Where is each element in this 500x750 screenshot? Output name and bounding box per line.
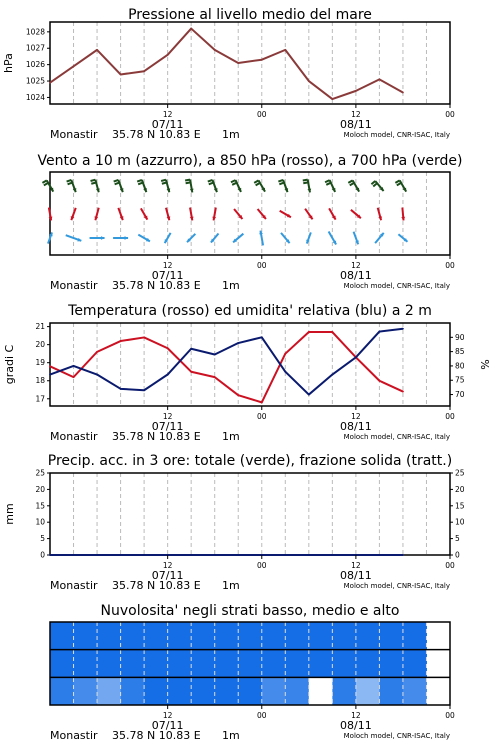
humidity-series-point [355, 356, 357, 358]
wind-barb [42, 180, 46, 183]
cloud-cell [403, 650, 427, 678]
wind-barb [137, 180, 142, 182]
y-tick-label-right: 70 [455, 390, 465, 400]
station-name: Monastir [50, 579, 98, 592]
cloud-cell [285, 622, 309, 650]
cloud-cell [379, 677, 403, 705]
x-tick-label: 12 [351, 561, 361, 570]
humidity-series-point [402, 328, 404, 330]
wind-barb [350, 183, 354, 186]
panel-title: Vento a 10 m (azzurro), a 850 hPa (rosso), a 700 hPa (verde) [37, 153, 463, 169]
panel-title: Nuvolosita' negli strati basso, medio e alto [100, 603, 400, 619]
humidity-series-point [190, 348, 192, 350]
y-tick-label: 25 [35, 468, 45, 478]
date-label: 08/11 [340, 719, 372, 732]
y-tick-label-right: 85 [455, 347, 465, 357]
cloud-cell [238, 622, 262, 650]
wind-barb [325, 180, 330, 182]
pressure-series-point [402, 92, 404, 94]
date-label: 07/11 [151, 118, 184, 131]
wind-barb [371, 181, 375, 184]
x-tick-label: 12 [351, 110, 361, 119]
wind-barb [161, 180, 166, 181]
wind-barb [279, 183, 284, 185]
wind-barb [138, 183, 143, 185]
x-tick-label: 12 [351, 261, 361, 270]
wind-arrow [165, 233, 171, 243]
x-tick-label: 12 [162, 561, 173, 570]
x-axis-panel-3 [50, 406, 455, 443]
cloud-cell [309, 650, 333, 678]
precip-series-point [331, 554, 333, 556]
wind-10-m-arrows [48, 231, 407, 246]
cloud-cell [309, 622, 333, 650]
y-tick-label: 5 [40, 534, 45, 544]
wind-barb [348, 180, 352, 183]
wind-barb [256, 183, 260, 186]
x-tick-label: 12 [351, 412, 361, 421]
pressure-series-point [49, 82, 51, 84]
humidity-series-point [143, 389, 145, 391]
x-axis-panel-1 [50, 104, 455, 141]
wind-barb [185, 180, 190, 181]
temperature-series-point [379, 380, 381, 382]
y-tick-label-right: 80 [455, 361, 465, 371]
precip-series-point [190, 554, 192, 556]
cloud-cell [356, 650, 380, 678]
temperature-series-point [331, 331, 333, 333]
wind-arrow [190, 208, 194, 221]
y-axis-label-right: % [479, 359, 492, 370]
station-elevation: 1m [222, 430, 240, 443]
precip-series-point [143, 554, 145, 556]
x-axis-panel-2 [50, 255, 455, 292]
cloud-cell [168, 677, 192, 705]
precip-series [49, 554, 404, 556]
panel-title: Temperatura (rosso) ed umidita' relativa (blu) a 2 m [68, 303, 432, 319]
temperature-series-point [261, 401, 263, 403]
station-coords: 35.78 N 10.83 E [112, 279, 201, 292]
panel-2-frame [50, 172, 450, 255]
pressure-series-point [237, 62, 239, 64]
wind-barb [254, 180, 258, 183]
precip-series-point [284, 554, 286, 556]
cloud-cell [144, 622, 168, 650]
model-credit: Moloch model, CNR-ISAC, Italy [343, 433, 450, 441]
date-label: 07/11 [151, 420, 184, 433]
model-credit: Moloch model, CNR-ISAC, Italy [343, 131, 450, 139]
cloud-cell [379, 622, 403, 650]
temperature-series-point [402, 391, 404, 393]
panel-title: Pressione al livello medio del mare [128, 7, 372, 23]
y-tick-label: 0 [40, 550, 45, 560]
plot-frame [50, 473, 450, 555]
pressure-series-point [167, 54, 169, 56]
wind-arrow [233, 234, 243, 243]
wind-barb [232, 183, 237, 185]
pressure-series-point [96, 49, 98, 51]
wind-barb [68, 183, 73, 185]
x-tick-label: 12 [162, 261, 173, 270]
pressure-series-point [308, 80, 310, 82]
wind-arrow [231, 180, 241, 192]
humidity-series-point [96, 374, 98, 376]
wind-arrow [306, 232, 311, 243]
panel-3-frame [50, 323, 450, 406]
cloud-cell [191, 622, 215, 650]
x-tick-label: 00 [445, 561, 455, 570]
station-elevation: 1m [222, 128, 240, 141]
temperature-series-line [50, 332, 403, 402]
humidity-series-point [237, 342, 239, 344]
wind-arrow [259, 231, 263, 246]
y-tick-label: 10 [35, 517, 45, 527]
x-tick-label: 00 [445, 261, 455, 270]
y-tick-label: 1024 [25, 92, 45, 102]
cloud-cell [332, 677, 356, 705]
x-axis-panel-5 [50, 705, 455, 742]
humidity-series-point [167, 374, 169, 376]
humidity-series-point [284, 371, 286, 373]
temperature-series [49, 331, 404, 403]
date-label: 07/11 [151, 269, 184, 282]
wind-arrow [303, 180, 311, 193]
cloud-cell [215, 677, 239, 705]
humidity-series-point [379, 331, 381, 333]
cloud-cell [50, 650, 74, 678]
model-credit: Moloch model, CNR-ISAC, Italy [343, 732, 450, 740]
humidity-series-point [261, 336, 263, 338]
wind-arrow [371, 181, 383, 191]
y-tick-label: 18 [35, 376, 45, 386]
wind-arrow [212, 208, 216, 221]
station-elevation: 1m [222, 579, 240, 592]
temperature-series-point [167, 347, 169, 349]
cloud-cell [121, 650, 145, 678]
wind-barb [186, 182, 191, 183]
cloud-cell [332, 622, 356, 650]
precip-series-point [49, 554, 51, 556]
x-tick-label: 00 [256, 261, 267, 270]
wind-barb [208, 180, 213, 182]
x-tick-label: 12 [162, 711, 173, 720]
y-tick-label: 19 [35, 358, 45, 368]
temperature-series-point [73, 376, 75, 378]
temperature-series-point [120, 340, 122, 342]
humidity-series-point [214, 354, 216, 356]
wind-arrow [114, 180, 124, 192]
precip-series-point [73, 554, 75, 556]
plot-frame [50, 172, 450, 255]
y-tick-label: 1026 [25, 60, 45, 70]
precip-series-point [237, 554, 239, 556]
y-tick-label-right: 10 [455, 517, 465, 527]
cloud-cell [262, 650, 286, 678]
date-label: 08/11 [340, 118, 372, 131]
wind-barb [326, 183, 331, 185]
cloud-cell [97, 622, 121, 650]
temperature-series-point [49, 365, 51, 367]
cloud-cell [144, 677, 168, 705]
wind-barb [114, 180, 119, 182]
wind-arrow [137, 180, 147, 192]
station-coords: 35.78 N 10.83 E [112, 729, 201, 742]
wind-arrow [395, 180, 406, 191]
y-tick-label-right: 15 [455, 501, 465, 511]
wind-arrow [278, 180, 288, 192]
y-tick-label-right: 25 [455, 468, 465, 478]
pressure-series-line [50, 29, 403, 100]
wind-arrow [325, 180, 335, 192]
pressure-series-point [284, 49, 286, 51]
date-label: 08/11 [340, 420, 372, 433]
date-label: 07/11 [151, 719, 184, 732]
cloud-cell [50, 622, 74, 650]
station-name: Monastir [50, 729, 98, 742]
wind-head [401, 217, 405, 221]
temperature-series-point [284, 353, 286, 355]
x-tick-label: 12 [351, 711, 361, 720]
station-name: Monastir [50, 128, 98, 141]
cloud-cell [309, 677, 333, 705]
panel-4-frame [50, 473, 450, 555]
temperature-series-point [143, 337, 145, 339]
y-tick-label-right: 0 [455, 550, 460, 560]
wind-arrow [281, 233, 290, 243]
wind-arrow [185, 180, 193, 193]
cloud-cell [168, 650, 192, 678]
y-axis-label: mm [3, 503, 16, 525]
wind-arrow [401, 208, 405, 221]
wind-arrow [348, 180, 359, 191]
wind-head [101, 236, 105, 240]
precip-series-point [379, 554, 381, 556]
pressure-series [49, 28, 404, 100]
wind-arrow [42, 180, 53, 191]
cloud-cell [356, 622, 380, 650]
x-tick-label: 00 [256, 561, 267, 570]
x-tick-label: 00 [256, 711, 267, 720]
pressure-series-point [379, 79, 381, 81]
cloud-cell [285, 650, 309, 678]
cloud-cell [74, 650, 98, 678]
panel-title: Precip. acc. in 3 ore: totale (verde), frazione solida (tratt.) [47, 453, 453, 469]
cloud-cell [332, 650, 356, 678]
y-tick-label-right: 90 [455, 332, 465, 342]
wind-arrow [91, 180, 100, 193]
cloud-cell [262, 677, 286, 705]
y-tick-label-right: 75 [455, 375, 465, 385]
station-coords: 35.78 N 10.83 E [112, 128, 201, 141]
wind-barb [373, 183, 377, 186]
pressure-series-point [261, 59, 263, 61]
humidity-series-line [50, 329, 403, 395]
y-tick-label: 15 [35, 501, 45, 511]
model-credit: Moloch model, CNR-ISAC, Italy [343, 582, 450, 590]
humidity-series-point [331, 374, 333, 376]
wind-barb [67, 180, 72, 182]
temperature-series-point [214, 376, 216, 378]
x-tick-label: 00 [445, 110, 455, 119]
station-coords: 35.78 N 10.83 E [112, 430, 201, 443]
station-coords: 35.78 N 10.83 E [112, 579, 201, 592]
pressure-series-point [73, 65, 75, 67]
cloud-cell [403, 622, 427, 650]
wind-barb [303, 180, 308, 181]
cloud-cell [168, 622, 192, 650]
pressure-series-point [190, 28, 192, 30]
y-tick-label: 1027 [25, 43, 45, 53]
cloud-cell [262, 622, 286, 650]
precip-series-point [214, 554, 216, 556]
pressure-series-point [120, 74, 122, 76]
cloud-cell [74, 622, 98, 650]
temperature-series-point [308, 331, 310, 333]
plot-frame [50, 323, 450, 406]
wind-arrow [375, 233, 384, 243]
wind-barb [303, 182, 308, 183]
station-name: Monastir [50, 430, 98, 443]
cloud-cell [215, 650, 239, 678]
precip-series-point [308, 554, 310, 556]
wind-barb [162, 182, 167, 183]
wind-barb [395, 180, 399, 183]
y-tick-label: 1025 [25, 76, 45, 86]
cloud-cell [191, 650, 215, 678]
date-label: 08/11 [340, 569, 372, 582]
precip-series-point [402, 554, 404, 556]
temperature-series-point [190, 371, 192, 373]
wind-arrow [161, 180, 170, 193]
wind-barb [91, 180, 96, 181]
y-tick-label: 1028 [25, 27, 45, 37]
y-tick-label: 20 [35, 340, 45, 350]
pressure-series-point [214, 49, 216, 51]
wind-barb [91, 182, 96, 183]
temperature-series-point [237, 394, 239, 396]
cloud-cell [238, 677, 262, 705]
wind-850-hPa-arrows [49, 208, 405, 221]
y-tick-label: 17 [35, 394, 45, 404]
temperature-series-point [96, 351, 98, 353]
pressure-series-point [331, 98, 333, 100]
humidity-series-point [73, 365, 75, 367]
wind-barb [209, 183, 214, 185]
x-axis-panel-4 [50, 555, 455, 592]
cloud-cell [144, 650, 168, 678]
y-axis-label: hPa [2, 53, 15, 73]
x-tick-label: 12 [162, 110, 173, 119]
wind-barb [397, 183, 401, 186]
y-tick-label: 20 [35, 484, 45, 494]
precip-series-point [96, 554, 98, 556]
cloud-cell [97, 650, 121, 678]
wind-arrow [254, 180, 265, 191]
y-tick-label-right: 5 [455, 534, 460, 544]
cloud-cell [356, 677, 380, 705]
y-tick-label-right: 20 [455, 484, 465, 494]
cloud-cell [74, 677, 98, 705]
wind-arrow [354, 232, 359, 245]
wind-arrow [208, 180, 218, 192]
cloud-cell [50, 677, 74, 705]
wind-barb [278, 180, 283, 182]
station-elevation: 1m [222, 729, 240, 742]
cloud-cell [97, 677, 121, 705]
wind-arrow [211, 233, 219, 242]
date-label: 08/11 [340, 269, 372, 282]
cloud-cell [121, 677, 145, 705]
cloud-cell [238, 650, 262, 678]
y-tick-label: 21 [35, 322, 45, 332]
pressure-series-point [355, 90, 357, 92]
cloud-cell [285, 677, 309, 705]
x-tick-label: 00 [256, 412, 267, 421]
date-label: 07/11 [151, 569, 184, 582]
cloud-cell [379, 650, 403, 678]
wind-head [125, 236, 129, 240]
x-tick-label: 00 [445, 711, 455, 720]
station-name: Monastir [50, 279, 98, 292]
wind-barb [44, 183, 48, 186]
precip-series-point [120, 554, 122, 556]
cloud-cell [191, 677, 215, 705]
cloud-cell [121, 622, 145, 650]
x-tick-label: 00 [445, 412, 455, 421]
pressure-series-point [143, 70, 145, 72]
y-axis-label: gradi C [3, 344, 16, 385]
wind-arrow [67, 180, 77, 192]
wind-barb [115, 183, 120, 185]
humidity-series-point [120, 388, 122, 390]
x-tick-label: 12 [162, 412, 173, 421]
wind-barb [231, 180, 236, 182]
station-elevation: 1m [222, 279, 240, 292]
humidity-series-point [49, 374, 51, 376]
model-credit: Moloch model, CNR-ISAC, Italy [343, 282, 450, 290]
cloud-cell [215, 622, 239, 650]
cloud-cell [403, 677, 427, 705]
x-tick-label: 00 [256, 110, 267, 119]
humidity-series-point [308, 394, 310, 396]
